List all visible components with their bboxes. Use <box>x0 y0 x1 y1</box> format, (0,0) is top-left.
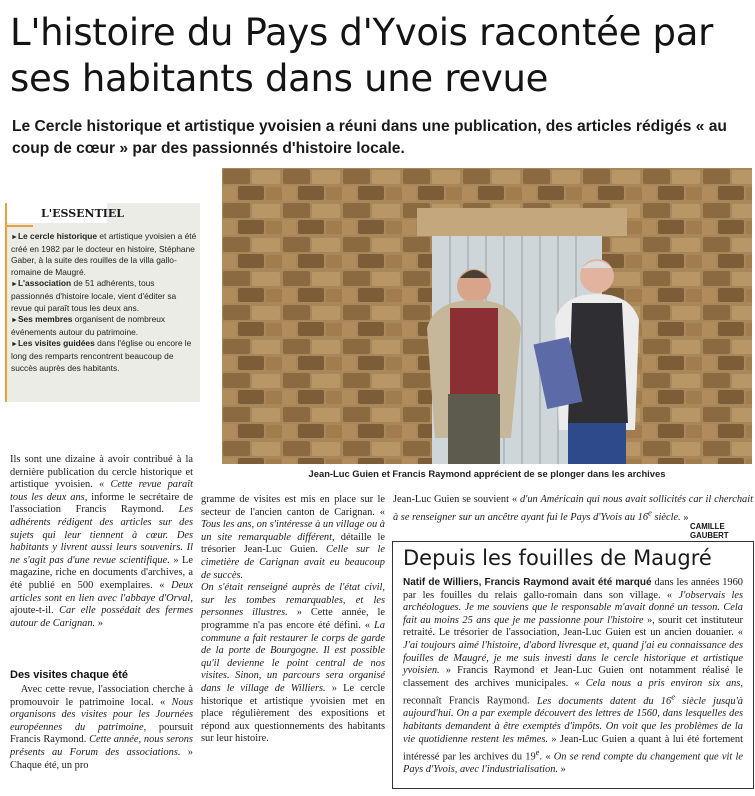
paragraph: On s'était renseigné auprès de l'état civil, sur les tombes remarquables, et les personnes illustres. » Cette année, le programme n'a pas encore été défini. « La commune a fait restaurer le corps de garde de la porte de Bourgogne. Il est possible qu'il devienne le point central de nos visites. Sinon, un parcours sera organisé dans le village de Williers. » Le cercle historique et artistique yvoisien met en place régulièrement des expositions et répond aux questionnements des habitants sur leur histoire. <box>201 582 385 745</box>
section-subtitle: Des visites chaque été <box>10 669 129 681</box>
photo-illustration <box>222 168 752 464</box>
author-signature: CAMILLE GAUBERT <box>690 522 729 540</box>
essentiel-box <box>5 203 200 402</box>
sidebar-box <box>392 541 754 789</box>
paragraph: gramme de visites est mis en place sur le secteur de l'ancien canton de Carignan. « Tous les ans, on s'intéresse à un village ou à un site remarquable différent, détaille le trésorier Jean-Luc Guien. Celle sur le cimetière de Carignan avait eu beaucoup de succès. <box>201 494 385 581</box>
paragraph: Avec cette revue, l'association cherche à promouvoir le patrimoine local. « Nous organisons des visites pour les Journées européennes du patrimoine, poursuit Francis Raymond. Cette année, nous serons présents au Forum des associations. » Chaque été, un pro <box>10 684 194 771</box>
article-photo <box>222 168 752 464</box>
essentiel-item: ►L'association de 51 adhérents, tous passionnés d'histoire locale, vient d'éditer sa revue qui paraît tous les deux ans. <box>11 278 177 313</box>
article-column-1-continued <box>10 684 193 772</box>
headline: L'histoire du Pays d'Yvois racontée par ses habitants dans une revue <box>10 11 713 100</box>
arrow-icon: ► <box>11 234 18 241</box>
essentiel-title: L'ESSENTIEL <box>41 207 125 220</box>
paragraph: Ils sont une dizaine à avoir contribué à la dernière publication du cercle historique et artistique yvoisien. « Cette revue paraît tous les deux ans, informe le secrétaire de l'association Francis Raymond. Les adhérents rédigent des articles sur des sujets qui leur tiennent à cœur. Des habitants y livrent aussi leurs souvenirs. Il ne s'agit pas d'une revue scientifique. » Le magazine, riche en documents d'archives, a été publié en 500 exemplaires. « Deux articles sont en lien avec l'abbaye d'Orval, ajoute-t-il. Car elle possédait des fermes autour de Carignan. » <box>10 454 193 629</box>
subheadline: Le Cercle historique et artistique yvoisien a réuni dans une publication, des articles rédigés « au coup de cœur » par des passionnés d'histoire locale. <box>12 118 727 157</box>
box-text: Natif de Williers, Francis Raymond avait été marqué dans les années 1960 par les fouilles du relais gallo-romain dans son village. « J'observais les archéologues. Je me souviens que le responsable m'avait donné un tesson. Cela fait au moins 25 ans que je me passionne pour l'histoire », sourit cet instituteur retraité. Le trésorier de l'association, Jean-Luc Guien est un ancien douanier. « J'ai toujours aimé l'histoire, d'abord livresque et, quand j'ai eu connaissance des fouilles de Maugré, je me suis investi dans le cercle historique et artistique yvoisien. » Francis Raymond et Jean-Luc Guien ont notamment réalisé le classement des archives municipales. « Cela nous a pris environ six ans, reconnaît Francis Raymond. Les documents datent du 16e siècle jusqu'à aujourd'hui. On a par exemple découvert des lettres de 1560, dans lesquelles des habitants demandent à être exemptés d'impôts. On voit que les problèmes de la vie quotidienne restent les mêmes. » Jean-Luc Guien a quant à lui été fortement intéressé par les archives du 19e. « On se rend compte du changement que vit le Pays d'Yvois, avec l'industrialisation. » <box>403 577 743 776</box>
photo-caption: Jean-Luc Guien et Francis Raymond apprécient de se plonger dans les archives <box>308 468 666 479</box>
arrow-icon: ► <box>11 317 18 325</box>
paragraph: Jean-Luc Guien se souvient « d'un Américain qui nous avait sollicités car il cherchait à se renseigner sur un ancêtre ayant fui le Pays d'Yvois au 16e siècle. » <box>393 494 753 524</box>
essentiel-item: ►Les visites guidées dans l'église ou encore le long des remparts rencontrent beaucoup de succès auprès des habitants. <box>11 338 192 373</box>
article-column-3 <box>393 494 753 525</box>
article-column-1 <box>10 454 193 630</box>
arrow-icon: ► <box>11 281 18 289</box>
article-column-2 <box>201 494 385 746</box>
essentiel-item: ►Le cercle historique et artistique yvoisien a été créé en 1982 par le docteur en histoire, Stéphane Gaber, à la suite des rouilles de la villa gallo-romaine de Maugré. <box>11 231 197 277</box>
box-title: Depuis les fouilles de Maugré <box>403 546 712 570</box>
arrow-icon: ► <box>11 341 18 349</box>
essentiel-item: ►Ses membres organisent de nombreux événements autour du patrimoine. <box>11 314 166 337</box>
